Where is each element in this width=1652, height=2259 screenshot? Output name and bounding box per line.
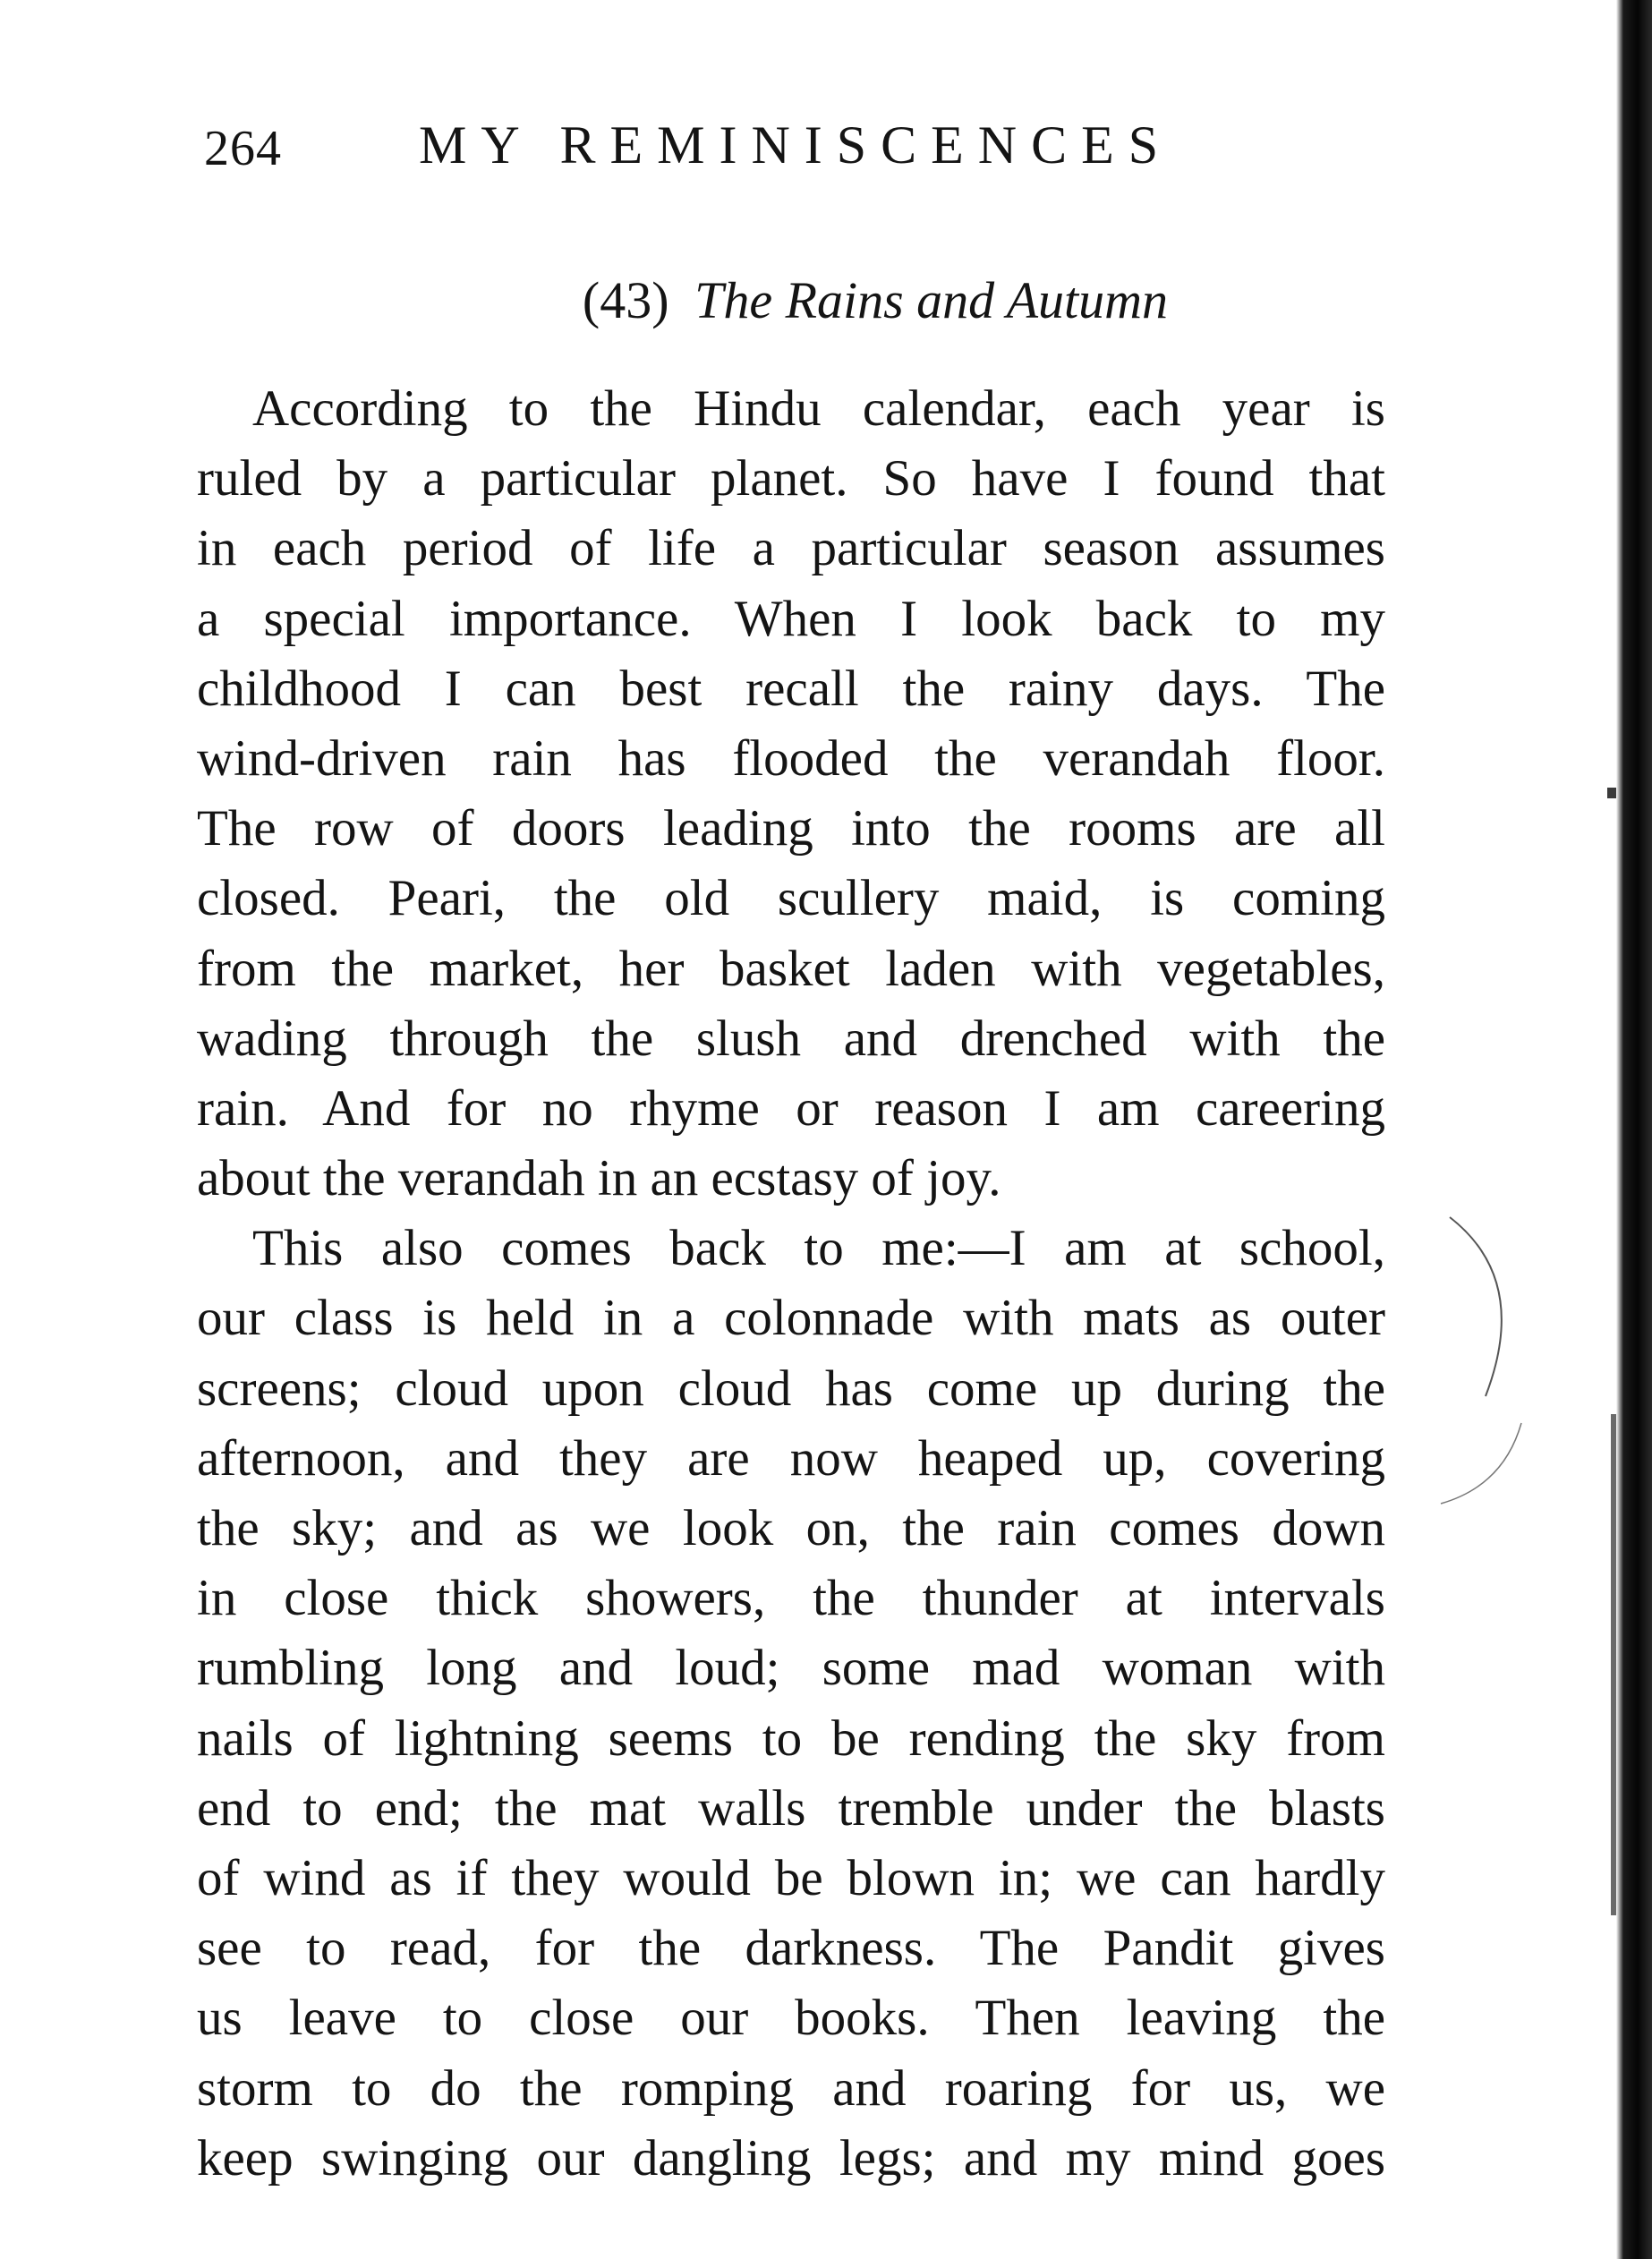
- paragraph-2: [197, 1214, 1385, 2194]
- binding-edge-speck: [1607, 788, 1616, 798]
- text-line: The row of doors leading into the rooms are all: [197, 800, 1385, 857]
- text-line: This also comes back to me:—I am at school,: [252, 1220, 1385, 1277]
- text-line: rain. And for no rhyme or reason I am careering: [197, 1079, 1385, 1137]
- page-number: 264: [204, 121, 282, 176]
- text-line: closed. Peari, the old scullery maid, is coming: [197, 870, 1385, 927]
- text-line: nails of lightning seems to be rending the sky from: [197, 1709, 1385, 1767]
- text-line: about the verandah in an ecstasy of joy.: [197, 1150, 1001, 1207]
- paragraph-1: [197, 374, 1385, 1214]
- text-line: wading through the slush and drenched with the: [197, 1010, 1385, 1067]
- text-line: in each period of life a particular season assumes: [197, 520, 1385, 577]
- text-line: afternoon, and they are now heaped up, covering: [197, 1429, 1385, 1487]
- text-line: our class is held in a colonnade with mats as outer: [197, 1290, 1385, 1347]
- text-line: ruled by a particular planet. So have I found that: [197, 450, 1385, 507]
- text-line: a special importance. When I look back to my: [197, 590, 1385, 647]
- text-line: in close thick showers, the thunder at intervals: [197, 1570, 1385, 1627]
- text-line: According to the Hindu calendar, each year is: [252, 380, 1385, 437]
- text-line: the sky; and as we look on, the rain comes down: [197, 1500, 1385, 1556]
- binding-shadow: [1616, 0, 1652, 2259]
- text-line: keep swinging our dangling legs; and my mind goes: [197, 2129, 1385, 2187]
- margin-pencil-mark: [1432, 1199, 1548, 1539]
- text-line: rumbling long and loud; some mad woman with: [197, 1640, 1385, 1697]
- text-line: screens; cloud upon cloud has come up during the: [197, 1360, 1385, 1417]
- text-line: storm to do the romping and roaring for us, we: [197, 2059, 1385, 2117]
- body-text: [197, 374, 1385, 2194]
- text-line: end to end; the mat walls tremble under the blasts: [197, 1779, 1385, 1837]
- text-line: us leave to close our books. Then leaving the: [197, 1990, 1385, 2047]
- running-title: MY REMINISCENCES: [419, 115, 1173, 175]
- text-line: wind-driven rain has flooded the verandah floor.: [197, 729, 1385, 787]
- section-number: (43): [582, 271, 669, 329]
- text-line: see to read, for the darkness. The Pandit gives: [197, 1920, 1385, 1977]
- section-title: The Rains and Autumn: [694, 271, 1169, 329]
- text-line: childhood I can best recall the rainy days. The: [197, 660, 1385, 717]
- text-line: of wind as if they would be blown in; we can hardly: [197, 1849, 1385, 1906]
- section-heading: [0, 270, 1652, 330]
- binding-edge-speck: [1611, 1414, 1616, 1915]
- page-header: [204, 115, 1215, 186]
- text-line: from the market, her basket laden with vegetables,: [197, 940, 1385, 997]
